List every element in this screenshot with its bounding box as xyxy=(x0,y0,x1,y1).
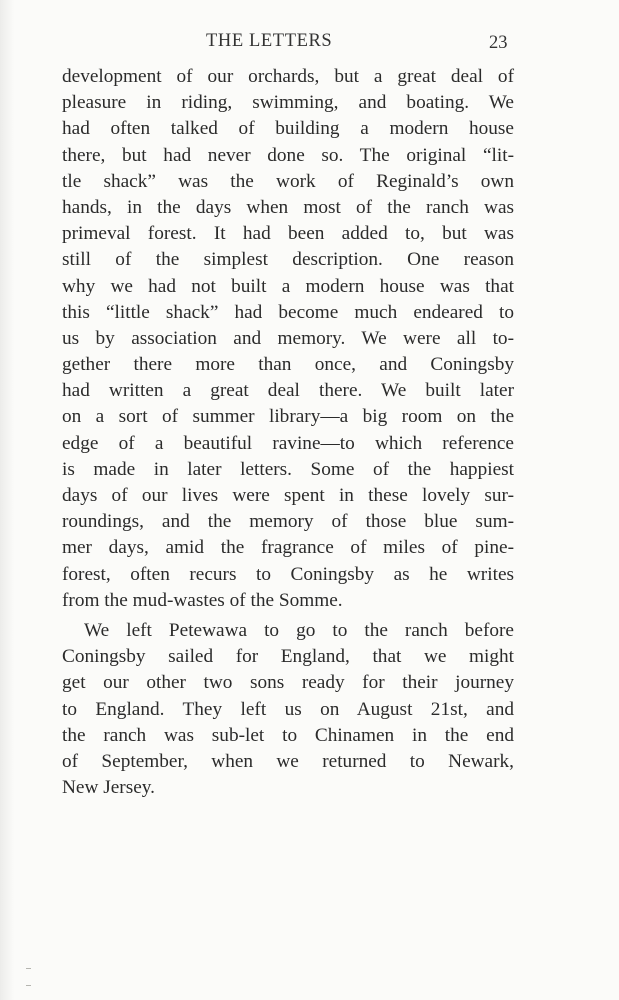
page-number: 23 xyxy=(489,33,508,53)
text-line: edge of a beautiful ravine—to which reference xyxy=(62,432,514,454)
body-text xyxy=(62,64,514,801)
text-line: of September, when we returned to Newark, xyxy=(62,750,514,772)
text-line: why we had not built a modern house was that xyxy=(62,275,514,297)
margin-mark xyxy=(26,968,31,969)
text-line: development of our orchards, but a great deal of xyxy=(62,66,514,87)
text-line: the ranch was sub-let to Chinamen in the end xyxy=(62,724,514,746)
text-line: hands, in the days when most of the ranch was xyxy=(62,196,514,218)
text-line: roundings, and the memory of those blue sum- xyxy=(62,511,514,533)
text-line: to England. They left us on August 21st, and xyxy=(62,698,514,720)
text-line: pleasure in riding, swimming, and boating. We xyxy=(62,92,514,114)
text-line: get our other two sons ready for their journey xyxy=(62,672,514,694)
page-edge-shadow xyxy=(0,0,14,1000)
text-line: We left Petewawa to go to the ranch before xyxy=(84,619,514,641)
text-line: had often talked of building a modern house xyxy=(62,118,514,140)
text-line: days of our lives were spent in these lovely sur- xyxy=(62,485,514,506)
text-line: gether there more than once, and Coningsby xyxy=(62,354,514,376)
text-line: still of the simplest description. One reason xyxy=(62,249,514,271)
text-line: New Jersey. xyxy=(62,777,155,799)
text-line: is made in later letters. Some of the happiest xyxy=(62,458,514,480)
text-line: forest, often recurs to Coningsby as he writes xyxy=(62,563,514,585)
text-line: had written a great deal there. We built later xyxy=(62,380,514,402)
text-line: mer days, amid the fragrance of miles of pine- xyxy=(62,537,514,559)
text-line: there, but had never done so. The original “lit- xyxy=(62,144,514,166)
text-line: this “little shack” had become much endeared to xyxy=(62,301,514,323)
text-line: tle shack” was the work of Reginald’s own xyxy=(62,170,514,192)
text-line: on a sort of summer library—a big room on the xyxy=(62,406,514,428)
text-line: primeval forest. It had been added to, but was xyxy=(62,223,514,245)
margin-mark xyxy=(26,985,31,986)
running-head xyxy=(0,31,619,57)
running-title: THE LETTERS xyxy=(206,31,333,51)
paragraph-1 xyxy=(62,64,514,614)
paragraph-2 xyxy=(62,618,514,801)
text-line: Coningsby sailed for England, that we might xyxy=(62,646,514,668)
text-line: from the mud-wastes of the Somme. xyxy=(62,589,343,611)
text-line: us by association and memory. We were all to- xyxy=(62,327,514,349)
